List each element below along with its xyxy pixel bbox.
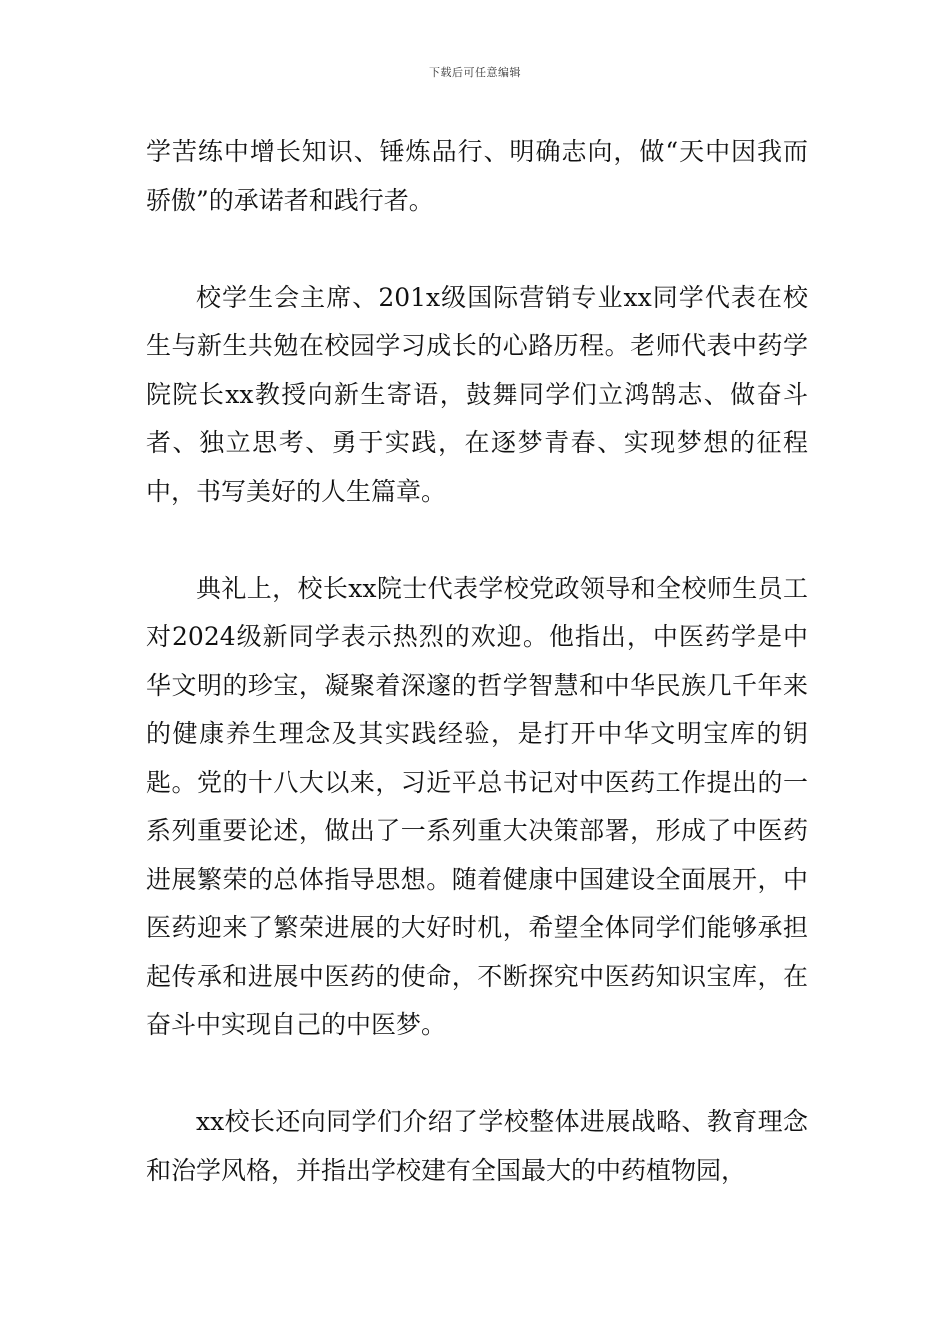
page-header: 下载后可任意编辑 [429, 66, 521, 79]
paragraph-continuation: 学苦练中增长知识、锤炼品行、明确志向，做“天中因我而骄傲”的承诺者和践行者。 [146, 137, 808, 215]
document-body [146, 128, 808, 1195]
paragraph-gap [146, 516, 808, 565]
paragraph-student-representative: 校学生会主席、201x级国际营销专业xx同学代表在校生与新生共勉在校园学习成长的心路历程。老师代表中药学院院长xx教授向新生寄语，鼓舞同学们立鸿鹄志、做奋斗者、独立思考、勇于实践，在逐梦青春、实现梦想的征程中，书写美好的人生篇章。 [146, 282, 808, 506]
paragraph-school-introduction: xx校长还向同学们介绍了学校整体进展战略、教育理念和治学风格，并指出学校建有全国最大的中药植物园， [146, 1107, 808, 1185]
paragraph-president-speech: 典礼上，校长xx院士代表学校党政领导和全校师生员工对2024级新同学表示热烈的欢迎。他指出，中医药学是中华文明的珍宝，凝聚着深邃的哲学智慧和中华民族几千年来的健康养生理念及其实践经验，是打开中华文明宝库的钥匙。党的十八大以来，习近平总书记对中医药工作提出的一系列重要论述，做出了一系列重大决策部署，形成了中医药进展繁荣的总体指导思想。随着健康中国建设全面展开，中医药迎来了繁荣进展的大好时机，希望全体同学们能够承担起传承和进展中医药的使命，不断探究中医药知识宝库，在奋斗中实现自己的中医梦。 [146, 573, 808, 1039]
paragraph-gap [146, 225, 808, 274]
paragraph-gap [146, 1050, 808, 1099]
